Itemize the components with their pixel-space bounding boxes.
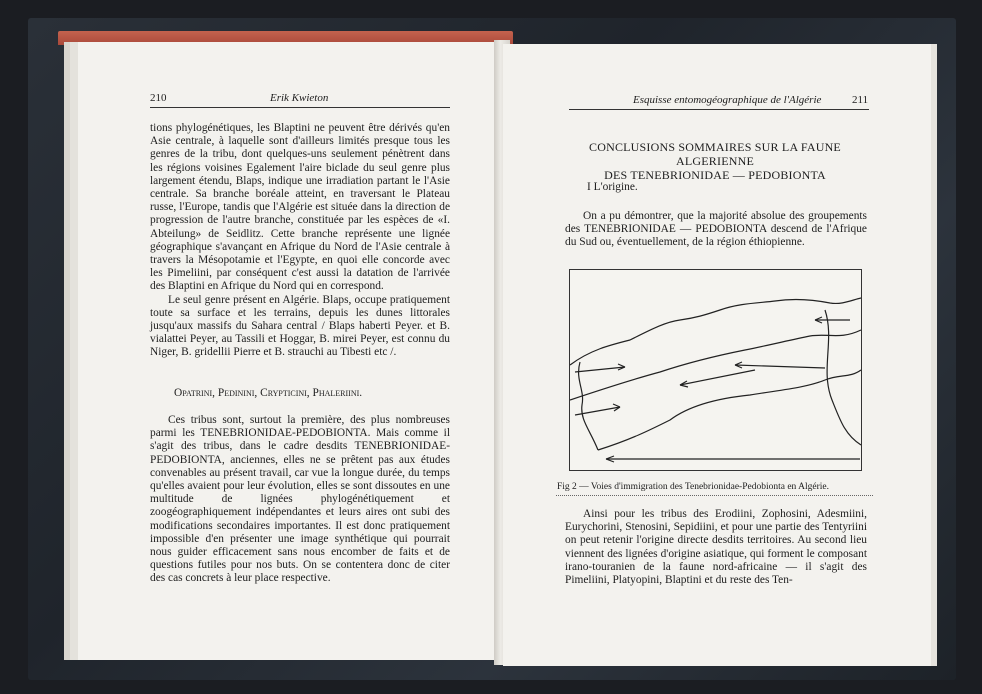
closing-text: Ainsi pour les tribus des Erodiini, Zophosini, Adesmiini, Eurychorini, Stenosini, Sepidiini, et pour une partie des Tentyriini on peut retenir l'origine directe desdits territoires. Au second lieu viennent des lignées d'origine asiatique, qui forment le composant irano-touranien de la faune nord-africaine — il s'agit des Pimeliini, Platyopini, Blaptini et du reste des Ten- [565, 508, 867, 587]
paragraph-1: tions phylogénétiques, les Blaptini ne peuvent être dérivés qu'en Asie centrale, à laquelle sont d'ailleurs limités presque tous les genres de la tribu, dont quelques-uns seulement pénètrent dans les régions voisines Egalement l'aire biclade du seul genre plus largement étendu, Blaps, indique une irradiation partant le l'Asie centrale. Sa branche boréale atteint, en traversant le Plateau russe, l'Europe, tandis que l'Algérie est située dans la direction de progression de l'autre branche, constituée par les espèces de «I. Abteilung» de Seidlitz. Cette branche représente une lignée géographique s'avançant en Afrique du Nord de l'Asie centrale à travers la Mésopotamie et l'Egypte, en quoi elle concorde avec les Pimeliini, par conséquent c'est aussi la datation de l'arrivée des Blaptini en Afrique du Nord qui en correspond. [150, 122, 450, 293]
paragraph-3: Ces tribus sont, surtout la première, des plus nombreuses parmi les TENEBRIONIDAE-PEDOBIONTA. Mais comme il s'agit des tribus, dans le cadre desdits TENEBRIONIDAE-PEDOBIONTA, anciennes, elles ne se prêtent pas aux études convenables au présent travail, car vue la longue durée, du temps qu'elles avaient pour leur évolution, elles se sont dissoutes en une multitude de lignées phylogénétiquement et zoogéographiquement indépendantes et leurs aires ont subi des modifications secondaires importantes. Il est donc pratiquement impossible d'en présenter une image synthétique qui pourrait nous guider efficacement sans nous encomber de faits et de questions futiles pour nos buts. On se contentera donc de citer des cas concrets à leur place respective. [150, 414, 450, 585]
tribes-subheading: Opatrini, Pedinini, Crypticini, Phaleriini. [174, 387, 363, 399]
intro-paragraph [565, 210, 867, 250]
figure-caption: Fig 2 — Voies d'immigration des Tenebrionidae-Pedobionta en Algérie. [557, 482, 830, 492]
arrow-west-1 [575, 367, 625, 372]
arrow-east-3 [680, 370, 755, 385]
head-rule-left [150, 107, 450, 108]
southern-line [598, 370, 861, 450]
conclusions-heading [555, 140, 875, 182]
head-rule-right [569, 109, 869, 110]
right-page [503, 44, 931, 666]
arrow-east-2 [735, 365, 825, 368]
left-page [78, 42, 501, 660]
east-border [825, 310, 861, 445]
atlas-line [570, 330, 861, 400]
intro-text: On a pu démontrer, que la majorité absolue des groupements des TENEBRIONIDAE — PEDOBIONTA descend de l'Afrique du Sud ou, éventuellement, de la région éthiopienne. [565, 210, 867, 249]
left-body-2 [150, 414, 450, 586]
heading-line-1: CONCLUSIONS SOMMAIRES SUR LA FAUNE ALGERIENNE [589, 140, 841, 168]
page-number-left: 210 [150, 92, 167, 104]
running-head-left: Erik Kwieton [270, 92, 329, 104]
left-body [150, 122, 450, 360]
running-head-right: Esquisse entomogéographique de l'Algérie [633, 94, 822, 106]
map-drawing [570, 270, 861, 470]
coastline [570, 298, 861, 365]
west-border [579, 362, 598, 450]
paragraph-2: Le seul genre présent en Algérie. Blaps, occupe pratiquement toute sa surface et les terrains, depuis les dunes littorales jusqu'aux massifs du Sahara central / Blaps haberti Peyer. et B. vialattei Peyer, au Tassili et Hoggar, B. mirei Peyer, est connu du Niger, B. gridellii Pierre et B. strauchi au Tibesti etc /. [150, 293, 450, 359]
caption-divider [556, 495, 873, 496]
heading-line-2: DES TENEBRIONIDAE — PEDOBIONTA [604, 168, 826, 182]
immigration-map-figure [569, 269, 862, 471]
section-title: I L'origine. [587, 181, 638, 193]
closing-paragraph [565, 508, 867, 587]
page-number-right: 211 [852, 94, 869, 106]
